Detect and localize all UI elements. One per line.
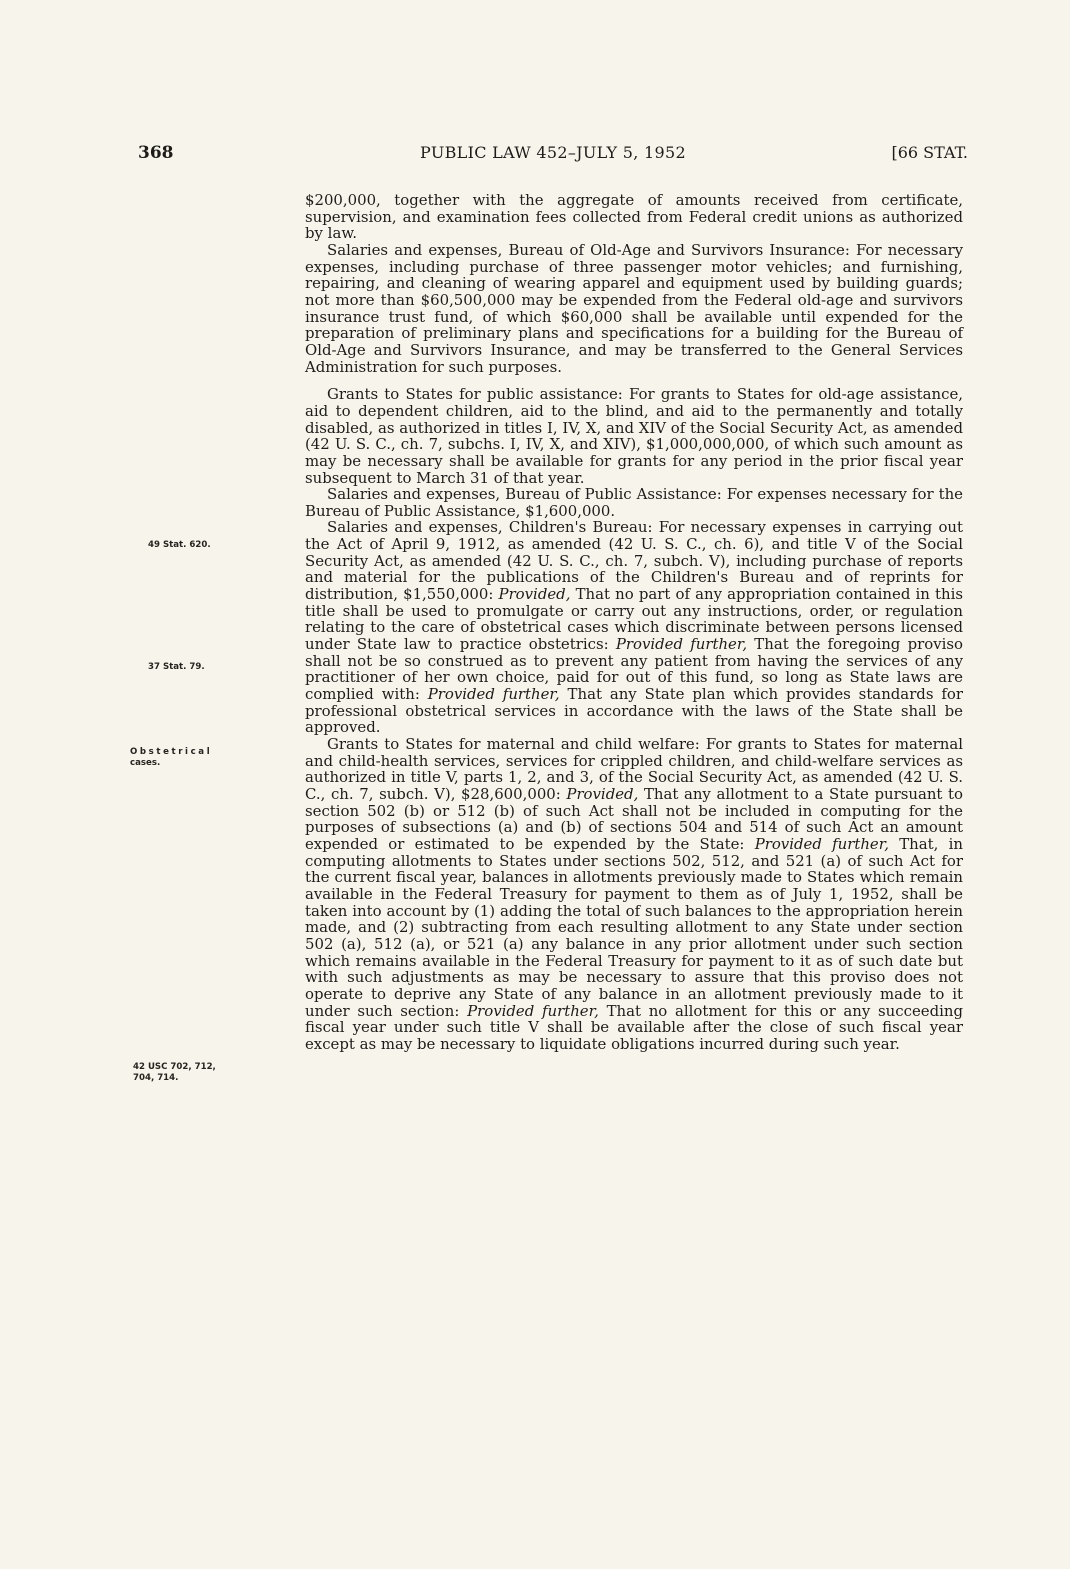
volume-reference: [66 STAT.	[891, 143, 968, 162]
margin-note-obstetrical-cases	[130, 747, 280, 769]
paragraph-credit-unions: $200,000, together with the aggregate of amounts received from certificate, supervision, and examination fees collected from Federal credit unions as authorized by law.	[305, 191, 963, 243]
text-run: That the foregoing proviso shall not be so construed as to prevent any patient from having the services of any practitioner of her own choice, paid for out of this fund, so long as State laws are complied with:	[305, 635, 963, 704]
text-run: That any State plan which provides standards for professional obstetrical services in accordance with the laws of the State shall be approved.	[305, 685, 963, 737]
margin-note-line: 42 USC 702, 712,	[133, 1062, 216, 1072]
proviso-italic: Provided,	[566, 784, 639, 803]
margin-note-line: cases.	[130, 758, 161, 768]
proviso-italic: Provided further,	[754, 834, 889, 853]
margin-note-42-usc	[133, 1062, 283, 1084]
body-text	[305, 192, 963, 1052]
paragraph-childrens-bureau	[305, 519, 963, 736]
paragraph-bureau-public-assistance: Salaries and expenses, Bureau of Public Assistance: For expenses necessary for the Bureau of Public Assistance, $1,600,000.	[305, 485, 963, 520]
text-run: Salaries and expenses, Children's Bureau: For necessary expenses in carrying out the Act of April 9, 1912, as amended (42 U. S. C., ch. 6), and title V of the Social Security Act, as amended (42 U. S. C., ch. 7, subch. V), including purchase of reports and material for the publications of the Children's Bureau and of reprints for distribution, $1,550,000:	[305, 518, 963, 604]
margin-note-49-stat: 49 Stat. 620.	[148, 540, 211, 550]
margin-note-line: 704, 714.	[133, 1073, 179, 1083]
margin-note-37-stat: 37 Stat. 79.	[148, 662, 205, 672]
text-run: Grants to States for maternal and child welfare: For grants to States for maternal and child-health services, services for crippled children, and child-welfare services as authorized in title V, parts 1, 2, and 3, of the Social Security Act, as amended (42 U. S. C., ch. 7, subch. V), $28,600,000:	[305, 735, 963, 803]
paragraph-old-age-survivors: Salaries and expenses, Bureau of Old-Age and Survivors Insurance: For necessary expenses, including purchase of three passenger motor vehicles; and furnishing, repairing, and cleaning of wearing apparel and equipment used by building guards; not more than $60,500,000 may be expended from the Federal old-age and survivors insurance trust fund, of which $60,000 shall be available until expended for the preparation of preliminary plans and specifications for a building for the Bureau of Old-Age and Survivors Insurance, and may be transferred to the General Services Administration for such purposes.	[305, 240, 963, 376]
proviso-italic: Provided further,	[615, 635, 748, 654]
paragraph-public-assistance-grants: Grants to States for public assistance: For grants to States for old-age assistance, aid to dependent children, aid to the blind, and aid to the permanently and totally disabled, as authorized in titles I, IV, X, and XIV of the Social Security Act, as amended (42 U. S. C., ch. 7, subchs. I, IV, X, and XIV), $1,000,000,000, of which such amount as may be necessary shall be available for grants for any period in the prior fiscal year subsequent to March 31 of that year.	[305, 385, 963, 487]
text-run: That, in computing allotments to States under sections 502, 512, and 521 (a) of such Act for the current fiscal year, balances in allotments previously made to States which remain available in the Federal Treasury for payment to them as of July 1, 1952, shall be taken into account by (1) adding the total of such balances to the appropriation herein made, and (2) subtracting from each resulting allotment to any State under section 502 (a), 512 (a), or 521 (a) any balance in any prior allotment under such section which remains available in the Federal Treasury for payment to it as of such date but with such adjustments as may be necessary to assure that this proviso does not operate to deprive any State of any balance in an allotment previously made to it under such section:	[305, 834, 964, 1020]
text-run: That no part of any appropriation contained in this title shall be used to promulgate or carry out any instructions, order, or regulation relating to the care of obstetrical cases which discriminate between persons licensed under State law to practice obstetrics:	[305, 585, 964, 654]
page-header	[138, 143, 968, 167]
text-run: That no allotment for this or any succeeding fiscal year under such title V shall be available after the close of such fiscal year except as may be necessary to liquidate obligations incurred during such year.	[305, 1001, 963, 1053]
proviso-italic: Provided,	[498, 585, 571, 604]
page-number: 368	[138, 143, 174, 163]
text-run: That any allotment to a State pursuant to section 502 (b) or 512 (b) of such Act shall not be included in computing for the purposes of subsections (a) and (b) of sections 504 and 514 of such Act an amount expended or estimated to be expended by the State:	[305, 784, 963, 853]
proviso-italic: Provided further,	[427, 685, 560, 704]
proviso-italic: Provided further,	[467, 1001, 599, 1020]
paragraph-maternal-child-welfare	[305, 736, 963, 1052]
running-title: PUBLIC LAW 452–JULY 5, 1952	[420, 143, 686, 162]
margin-note-line: Obstetrical	[130, 747, 213, 757]
